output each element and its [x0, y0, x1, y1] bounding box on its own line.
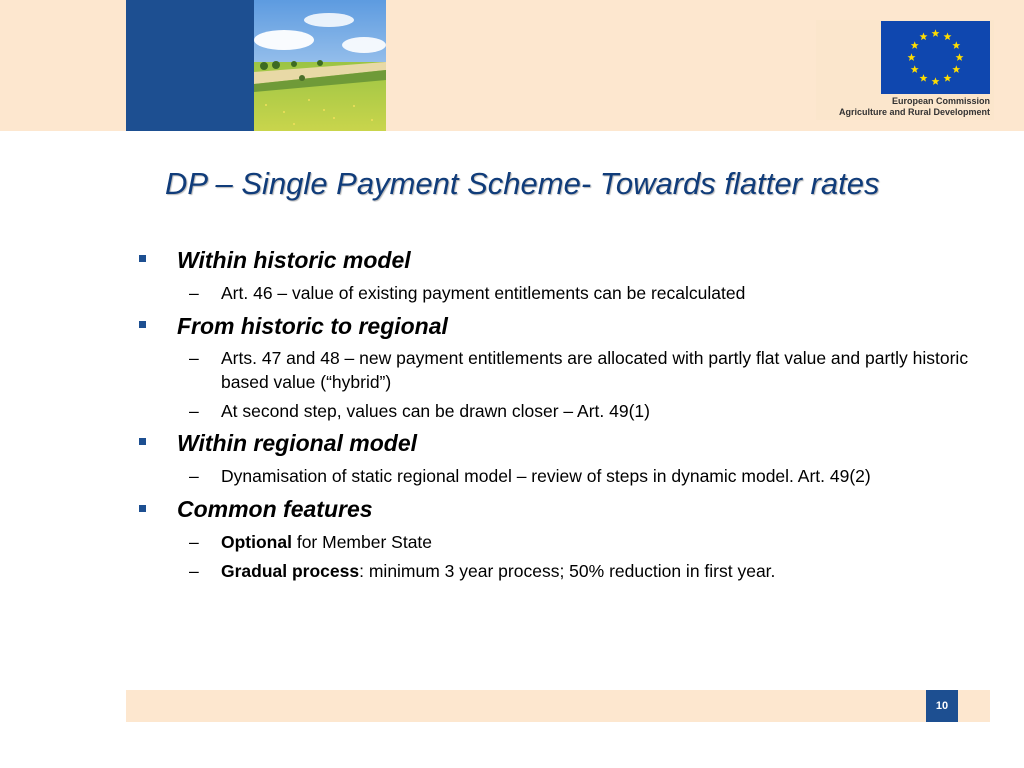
bullet-square-icon: [139, 255, 146, 262]
dash-marker: –: [189, 348, 199, 368]
slide-title: DP – Single Payment Scheme- Towards flatter rates: [165, 166, 880, 201]
eu-star-icon: [932, 77, 940, 85]
dash-marker: –: [189, 283, 199, 303]
section-heading: Within regional model: [177, 430, 418, 456]
eu-logo-text: [839, 96, 990, 118]
eu-flag-icon: [881, 21, 990, 94]
commission-name: European Commission: [891, 96, 990, 106]
dg-name: Agriculture and Rural Development: [838, 107, 990, 117]
eu-star-icon: [944, 33, 952, 41]
eu-star-icon: [932, 29, 940, 37]
dash-marker: –: [189, 561, 199, 581]
eu-star-icon: [911, 41, 919, 49]
list-item: Arts. 47 and 48 – new payment entitlements are allocated with partly flat value and partly historic based value (“hybrid”): [221, 348, 969, 392]
eu-star-icon: [911, 65, 919, 73]
list-item: Art. 46 – value of existing payment entitlements can be recalculated: [221, 283, 746, 303]
dash-marker: –: [189, 401, 199, 421]
list-item: Optional for Member State: [221, 532, 433, 552]
list-item: Dynamisation of static regional model – review of steps in dynamic model. Art. 49(2): [221, 466, 871, 486]
bullet-square-icon: [139, 438, 146, 445]
bullet-square-icon: [139, 505, 146, 512]
list-item: At second step, values can be drawn closer – Art. 49(1): [221, 401, 650, 421]
footer-band: [126, 690, 990, 722]
section-heading: Within historic model: [177, 247, 411, 273]
landscape-photo: [254, 0, 386, 131]
eu-star-icon: [908, 53, 916, 61]
eu-star-icon: [952, 41, 960, 49]
section-heading: From historic to regional: [177, 313, 448, 339]
bullet-square-icon: [139, 321, 146, 328]
eu-star-icon: [920, 74, 928, 82]
page-number: 10: [926, 690, 958, 722]
dash-marker: –: [189, 466, 199, 486]
eu-star-icon: [952, 65, 960, 73]
list-item: Gradual process: minimum 3 year process; 50% reduction in first year.: [221, 561, 776, 581]
eu-star-icon: [956, 53, 964, 61]
eu-star-icon: [920, 33, 928, 41]
header-blue-block: [126, 0, 254, 131]
dash-marker: –: [189, 532, 199, 552]
section-heading: Common features: [177, 496, 373, 522]
eu-star-icon: [944, 74, 952, 82]
